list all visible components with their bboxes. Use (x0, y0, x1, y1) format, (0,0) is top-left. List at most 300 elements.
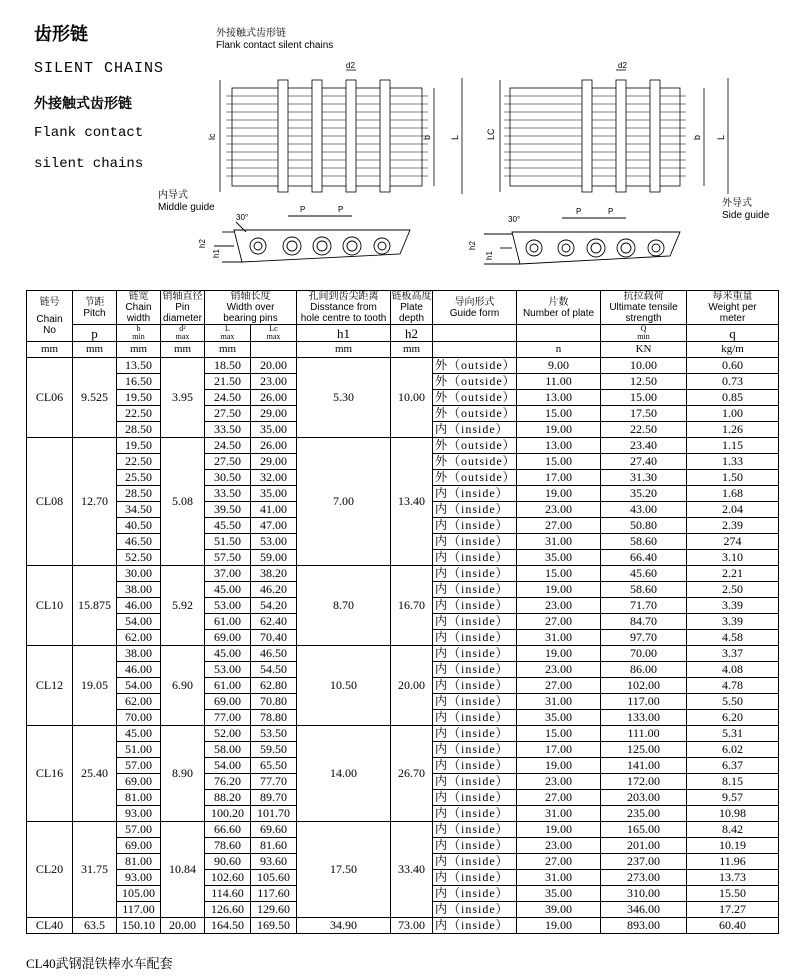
width-cell: 46.50 (117, 534, 161, 550)
sym-Q: Q min (601, 325, 687, 342)
pinlen-Lc-cell: 93.60 (251, 854, 297, 870)
width-cell: 22.50 (117, 406, 161, 422)
plates-cell: 27.00 (517, 614, 601, 630)
width-cell: 70.00 (117, 710, 161, 726)
width-cell: 46.00 (117, 662, 161, 678)
pinlen-L-cell: 45.50 (205, 518, 251, 534)
guide-form-cell: 内（inside） (433, 774, 517, 790)
unit-cell (251, 342, 297, 358)
chain-drawings (0, 0, 800, 290)
pinlen-Lc-cell: 101.70 (251, 806, 297, 822)
dim-P1-right: P (576, 207, 582, 216)
strength-cell: 111.00 (601, 726, 687, 742)
guide-form-cell: 内（inside） (433, 678, 517, 694)
pin-diameter-cell: 10.84 (161, 822, 205, 918)
guide-form-cell: 外（outside） (433, 454, 517, 470)
pinlen-L-cell: 33.50 (205, 486, 251, 502)
strength-cell: 117.00 (601, 694, 687, 710)
strength-cell: 15.00 (601, 390, 687, 406)
table-row (27, 726, 779, 742)
guide-form-cell: 内（inside） (433, 518, 517, 534)
guide-form-cell: 内（inside） (433, 566, 517, 582)
pinlen-Lc-cell: 169.50 (251, 918, 297, 934)
pinlen-L-cell: 76.20 (205, 774, 251, 790)
pin-diameter-cell: 5.92 (161, 566, 205, 646)
plates-cell: 23.00 (517, 774, 601, 790)
strength-cell: 43.00 (601, 502, 687, 518)
pinlen-Lc-cell: 26.00 (251, 390, 297, 406)
pinlen-Lc-cell: 53.00 (251, 534, 297, 550)
width-cell: 13.50 (117, 358, 161, 374)
guide-form-cell: 内（inside） (433, 646, 517, 662)
pinlen-L-cell: 24.50 (205, 438, 251, 454)
width-cell: 57.00 (117, 822, 161, 838)
plates-cell: 27.00 (517, 678, 601, 694)
guide-form-cell: 内（inside） (433, 502, 517, 518)
table-row (27, 438, 779, 454)
h1-cell: 34.90 (297, 918, 391, 934)
sym-p: p (73, 325, 117, 342)
pinlen-L-cell: 18.50 (205, 358, 251, 374)
sym-guide (433, 325, 517, 342)
pinlen-L-cell: 21.50 (205, 374, 251, 390)
pin-diameter-cell: 20.00 (161, 918, 205, 934)
strength-cell: 17.50 (601, 406, 687, 422)
width-cell: 54.00 (117, 678, 161, 694)
subtitle-en-line2: silent chains (34, 156, 144, 172)
pinlen-L-cell: 37.00 (205, 566, 251, 582)
unit-cell: KN (601, 342, 687, 358)
h1-cell: 10.50 (297, 646, 391, 726)
sym-d: d² max (161, 325, 205, 342)
guide-form-cell: 内（inside） (433, 486, 517, 502)
width-cell: 69.00 (117, 838, 161, 854)
pinlen-Lc-cell: 26.00 (251, 438, 297, 454)
weight-cell: 3.39 (687, 598, 779, 614)
plates-cell: 23.00 (517, 502, 601, 518)
h2-cell: 33.40 (391, 822, 433, 918)
guide-form-cell: 外（outside） (433, 390, 517, 406)
unit-cell: mm (161, 342, 205, 358)
plates-cell: 27.00 (517, 518, 601, 534)
width-cell: 105.00 (117, 886, 161, 902)
plates-cell: 19.00 (517, 822, 601, 838)
pinlen-L-cell: 61.00 (205, 678, 251, 694)
width-cell: 19.50 (117, 390, 161, 406)
width-cell: 34.50 (117, 502, 161, 518)
strength-cell: 66.40 (601, 550, 687, 566)
pinlen-Lc-cell: 32.00 (251, 470, 297, 486)
dim-h1-left: h1 (212, 249, 221, 258)
plates-cell: 19.00 (517, 486, 601, 502)
guide-form-cell: 内（inside） (433, 854, 517, 870)
strength-cell: 58.60 (601, 582, 687, 598)
guide-form-cell: 外（outside） (433, 438, 517, 454)
spec-table (26, 290, 779, 934)
middle-guide-top-view (220, 70, 462, 194)
pitch-cell: 25.40 (73, 726, 117, 822)
pin-diameter-cell: 6.90 (161, 646, 205, 726)
plates-cell: 19.00 (517, 582, 601, 598)
pinlen-L-cell: 90.60 (205, 854, 251, 870)
th-h2: 链板高度 Plate depth (391, 291, 432, 324)
pinlen-L-cell: 52.00 (205, 726, 251, 742)
pinlen-Lc-cell: 47.00 (251, 518, 297, 534)
unit-cell: mm (297, 342, 391, 358)
pinlen-L-cell: 69.00 (205, 694, 251, 710)
figure-caption-en: Flank contact silent chains (216, 40, 334, 51)
symbol-row (27, 325, 779, 342)
pinlen-Lc-cell: 70.80 (251, 694, 297, 710)
width-cell: 57.00 (117, 758, 161, 774)
th-strength: 抗拉载荷 Ultimate tensile strength (601, 291, 687, 325)
guide-form-cell: 内（inside） (433, 598, 517, 614)
dim-d2-right: d2 (618, 61, 627, 70)
dim-L-left: L (450, 134, 460, 140)
dim-P2-right: P (608, 207, 614, 216)
pinlen-Lc-cell: 41.00 (251, 502, 297, 518)
weight-cell: 4.08 (687, 662, 779, 678)
width-cell: 117.00 (117, 902, 161, 918)
guide-form-cell: 内（inside） (433, 630, 517, 646)
strength-cell: 58.60 (601, 534, 687, 550)
table-row (27, 646, 779, 662)
weight-cell: 5.50 (687, 694, 779, 710)
dim-angle-left: 30° (236, 213, 249, 222)
h1-cell: 17.50 (297, 822, 391, 918)
guide-form-cell: 内（inside） (433, 838, 517, 854)
weight-cell: 274 (687, 534, 779, 550)
width-cell: 40.50 (117, 518, 161, 534)
weight-cell: 11.96 (687, 854, 779, 870)
plates-cell: 35.00 (517, 710, 601, 726)
guide-form-cell: 内（inside） (433, 790, 517, 806)
weight-cell: 0.85 (687, 390, 779, 406)
weight-cell: 9.57 (687, 790, 779, 806)
strength-cell: 893.00 (601, 918, 687, 934)
pinlen-L-cell: 58.00 (205, 742, 251, 758)
width-cell: 93.00 (117, 870, 161, 886)
guide-form-cell: 外（outside） (433, 470, 517, 486)
guide-form-cell: 内（inside） (433, 582, 517, 598)
units-row (27, 342, 779, 358)
width-cell: 62.00 (117, 694, 161, 710)
pitch-cell: 9.525 (73, 358, 117, 438)
pinlen-L-cell: 114.60 (205, 886, 251, 902)
width-cell: 38.00 (117, 646, 161, 662)
weight-cell: 8.42 (687, 822, 779, 838)
side-guide-en: Side guide (722, 210, 770, 221)
pinlen-L-cell: 45.00 (205, 646, 251, 662)
h2-cell: 10.00 (391, 358, 433, 438)
h2-cell: 20.00 (391, 646, 433, 726)
width-cell: 81.00 (117, 790, 161, 806)
plates-cell: 9.00 (517, 358, 601, 374)
plates-cell: 35.00 (517, 886, 601, 902)
pitch-cell: 31.75 (73, 822, 117, 918)
weight-cell: 5.31 (687, 726, 779, 742)
pinlen-L-cell: 100.20 (205, 806, 251, 822)
chain-no-cell: CL10 (27, 566, 73, 646)
pinlen-L-cell: 61.00 (205, 614, 251, 630)
plates-cell: 31.00 (517, 694, 601, 710)
weight-cell: 8.15 (687, 774, 779, 790)
width-cell: 22.50 (117, 454, 161, 470)
weight-cell: 4.58 (687, 630, 779, 646)
strength-cell: 45.60 (601, 566, 687, 582)
guide-form-cell: 内（inside） (433, 758, 517, 774)
width-cell: 51.00 (117, 742, 161, 758)
weight-cell: 6.37 (687, 758, 779, 774)
pinlen-L-cell: 66.60 (205, 822, 251, 838)
th-weight: 每米重量 Weight per meter (687, 291, 779, 325)
plates-cell: 19.00 (517, 646, 601, 662)
chain-no-cell: CL06 (27, 358, 73, 438)
pinlen-Lc-cell: 54.20 (251, 598, 297, 614)
strength-cell: 12.50 (601, 374, 687, 390)
width-cell: 46.00 (117, 598, 161, 614)
dim-h2-right: h2 (468, 241, 477, 250)
dim-h2-left: h2 (198, 239, 207, 248)
guide-form-cell: 内（inside） (433, 822, 517, 838)
table-row (27, 918, 779, 934)
th-width: 链宽 Chain width (117, 291, 161, 325)
guide-form-cell: 内（inside） (433, 710, 517, 726)
h1-cell: 8.70 (297, 566, 391, 646)
pinlen-Lc-cell: 65.50 (251, 758, 297, 774)
pinlen-L-cell: 78.60 (205, 838, 251, 854)
weight-cell: 3.10 (687, 550, 779, 566)
sym-n (517, 325, 601, 342)
weight-cell: 2.04 (687, 502, 779, 518)
pinlen-L-cell: 39.50 (205, 502, 251, 518)
weight-cell: 2.21 (687, 566, 779, 582)
table-row (27, 822, 779, 838)
plates-cell: 13.00 (517, 390, 601, 406)
strength-cell: 97.70 (601, 630, 687, 646)
pinlen-L-cell: 27.50 (205, 454, 251, 470)
weight-cell: 0.73 (687, 374, 779, 390)
dim-d2-left: d2 (346, 61, 355, 70)
width-cell: 62.00 (117, 630, 161, 646)
sym-h1: h1 (297, 325, 391, 342)
pitch-cell: 12.70 (73, 438, 117, 566)
guide-form-cell: 内（inside） (433, 422, 517, 438)
pinlen-L-cell: 88.20 (205, 790, 251, 806)
pinlen-Lc-cell: 89.70 (251, 790, 297, 806)
pinlen-L-cell: 51.50 (205, 534, 251, 550)
plates-cell: 31.00 (517, 870, 601, 886)
guide-form-cell: 内（inside） (433, 726, 517, 742)
pinlen-L-cell: 126.60 (205, 902, 251, 918)
pinlen-L-cell: 33.50 (205, 422, 251, 438)
th-h1: 孔间到齿尖距离 Disstance from hole centre to tooth (297, 291, 391, 325)
pinlen-Lc-cell: 59.50 (251, 742, 297, 758)
pinlen-Lc-cell: 35.00 (251, 486, 297, 502)
unit-cell (433, 342, 517, 358)
strength-cell: 10.00 (601, 358, 687, 374)
plates-cell: 27.00 (517, 854, 601, 870)
width-cell: 28.50 (117, 422, 161, 438)
sym-Lc: Lc max (251, 325, 297, 342)
pinlen-L-cell: 24.50 (205, 390, 251, 406)
th-pin: 销轴直径 Pin diameter (162, 291, 203, 324)
h2-cell: 26.70 (391, 726, 433, 822)
dim-P1-left: P (300, 205, 306, 214)
guide-form-cell: 内（inside） (433, 662, 517, 678)
weight-cell: 6.20 (687, 710, 779, 726)
weight-cell: 1.15 (687, 438, 779, 454)
pinlen-Lc-cell: 20.00 (251, 358, 297, 374)
pinlen-Lc-cell: 62.80 (251, 678, 297, 694)
plates-cell: 11.00 (517, 374, 601, 390)
sym-q: q (687, 325, 779, 342)
pinlen-L-cell: 54.00 (205, 758, 251, 774)
weight-cell: 3.39 (687, 614, 779, 630)
side-guide-side-view (484, 218, 680, 264)
guide-form-cell: 内（inside） (433, 886, 517, 902)
table-row (27, 358, 779, 374)
strength-cell: 172.00 (601, 774, 687, 790)
figure-caption-cn: 外接触式齿形链 (216, 28, 286, 39)
strength-cell: 237.00 (601, 854, 687, 870)
unit-cell: mm (73, 342, 117, 358)
width-cell: 28.50 (117, 486, 161, 502)
plates-cell: 23.00 (517, 838, 601, 854)
weight-cell: 1.68 (687, 486, 779, 502)
width-cell: 54.00 (117, 614, 161, 630)
plates-cell: 13.00 (517, 438, 601, 454)
h2-cell: 16.70 (391, 566, 433, 646)
subtitle-en-line1: Flank contact (34, 125, 144, 141)
pin-diameter-cell: 8.90 (161, 726, 205, 822)
pinlen-Lc-cell: 105.60 (251, 870, 297, 886)
side-guide-top-view (500, 70, 728, 194)
spec-body (27, 358, 779, 934)
guide-form-cell: 内（inside） (433, 806, 517, 822)
sym-L: L max (205, 325, 251, 342)
pinlen-Lc-cell: 46.50 (251, 646, 297, 662)
pinlen-Lc-cell: 29.00 (251, 406, 297, 422)
weight-cell: 10.98 (687, 806, 779, 822)
plates-cell: 19.00 (517, 918, 601, 934)
width-cell: 16.50 (117, 374, 161, 390)
strength-cell: 22.50 (601, 422, 687, 438)
weight-cell: 17.27 (687, 902, 779, 918)
th-chain-no: 链号 Chain No (27, 291, 73, 342)
pin-diameter-cell: 3.95 (161, 358, 205, 438)
strength-cell: 203.00 (601, 790, 687, 806)
dim-LC-right: LC (486, 128, 496, 140)
plates-cell: 15.00 (517, 566, 601, 582)
pinlen-L-cell: 30.50 (205, 470, 251, 486)
pitch-cell: 63.5 (73, 918, 117, 934)
strength-cell: 35.20 (601, 486, 687, 502)
width-cell: 81.00 (117, 854, 161, 870)
weight-cell: 2.39 (687, 518, 779, 534)
strength-cell: 310.00 (601, 886, 687, 902)
strength-cell: 346.00 (601, 902, 687, 918)
page-title-cn: 齿形链 (34, 24, 88, 45)
guide-form-cell: 内（inside） (433, 870, 517, 886)
plates-cell: 27.00 (517, 790, 601, 806)
plates-cell: 23.00 (517, 662, 601, 678)
dim-h1-right: h1 (485, 251, 494, 260)
weight-cell: 4.78 (687, 678, 779, 694)
weight-cell: 1.00 (687, 406, 779, 422)
chain-no-cell: CL12 (27, 646, 73, 726)
pinlen-Lc-cell: 70.40 (251, 630, 297, 646)
pin-diameter-cell: 5.08 (161, 438, 205, 566)
footer-note: CL40武钢混铁棒水车配套 (26, 956, 173, 971)
weight-cell: 1.26 (687, 422, 779, 438)
pinlen-Lc-cell: 46.20 (251, 582, 297, 598)
h2-cell: 73.00 (391, 918, 433, 934)
middle-guide-en: Middle guide (158, 202, 215, 213)
pitch-cell: 15.875 (73, 566, 117, 646)
chain-no-cell: CL20 (27, 822, 73, 918)
strength-cell: 71.70 (601, 598, 687, 614)
pinlen-L-cell: 69.00 (205, 630, 251, 646)
strength-cell: 273.00 (601, 870, 687, 886)
unit-cell: kg/m (687, 342, 779, 358)
width-cell: 38.00 (117, 582, 161, 598)
table-row (27, 566, 779, 582)
pinlen-Lc-cell: 38.20 (251, 566, 297, 582)
strength-cell: 23.40 (601, 438, 687, 454)
guide-form-cell: 外（outside） (433, 358, 517, 374)
weight-cell: 15.50 (687, 886, 779, 902)
strength-cell: 141.00 (601, 758, 687, 774)
pinlen-Lc-cell: 62.40 (251, 614, 297, 630)
guide-form-cell: 内（inside） (433, 614, 517, 630)
plates-cell: 17.00 (517, 470, 601, 486)
weight-cell: 10.19 (687, 838, 779, 854)
width-cell: 52.50 (117, 550, 161, 566)
unit-cell: mm (27, 342, 73, 358)
pinlen-L-cell: 164.50 (205, 918, 251, 934)
strength-cell: 86.00 (601, 662, 687, 678)
pinlen-L-cell: 102.60 (205, 870, 251, 886)
plates-cell: 15.00 (517, 454, 601, 470)
h1-cell: 7.00 (297, 438, 391, 566)
strength-cell: 165.00 (601, 822, 687, 838)
plates-cell: 15.00 (517, 406, 601, 422)
strength-cell: 70.00 (601, 646, 687, 662)
guide-form-cell: 外（outside） (433, 406, 517, 422)
guide-form-cell: 内（inside） (433, 742, 517, 758)
th-pinlen: 销轴长度 Width over bearing pins (205, 291, 297, 325)
guide-form-cell: 内（inside） (433, 534, 517, 550)
pinlen-L-cell: 27.50 (205, 406, 251, 422)
unit-cell: mm (117, 342, 161, 358)
pinlen-Lc-cell: 23.00 (251, 374, 297, 390)
dim-b-left: b (422, 134, 432, 140)
strength-cell: 27.40 (601, 454, 687, 470)
plates-cell: 17.00 (517, 742, 601, 758)
width-cell: 25.50 (117, 470, 161, 486)
strength-cell: 102.00 (601, 678, 687, 694)
middle-guide-cn: 内导式 (158, 190, 188, 201)
width-cell: 30.00 (117, 566, 161, 582)
pinlen-Lc-cell: 129.60 (251, 902, 297, 918)
strength-cell: 50.80 (601, 518, 687, 534)
dim-lc-left: lc (207, 133, 217, 140)
weight-cell: 13.73 (687, 870, 779, 886)
guide-form-cell: 外（outside） (433, 374, 517, 390)
pinlen-Lc-cell: 29.00 (251, 454, 297, 470)
pinlen-L-cell: 45.00 (205, 582, 251, 598)
